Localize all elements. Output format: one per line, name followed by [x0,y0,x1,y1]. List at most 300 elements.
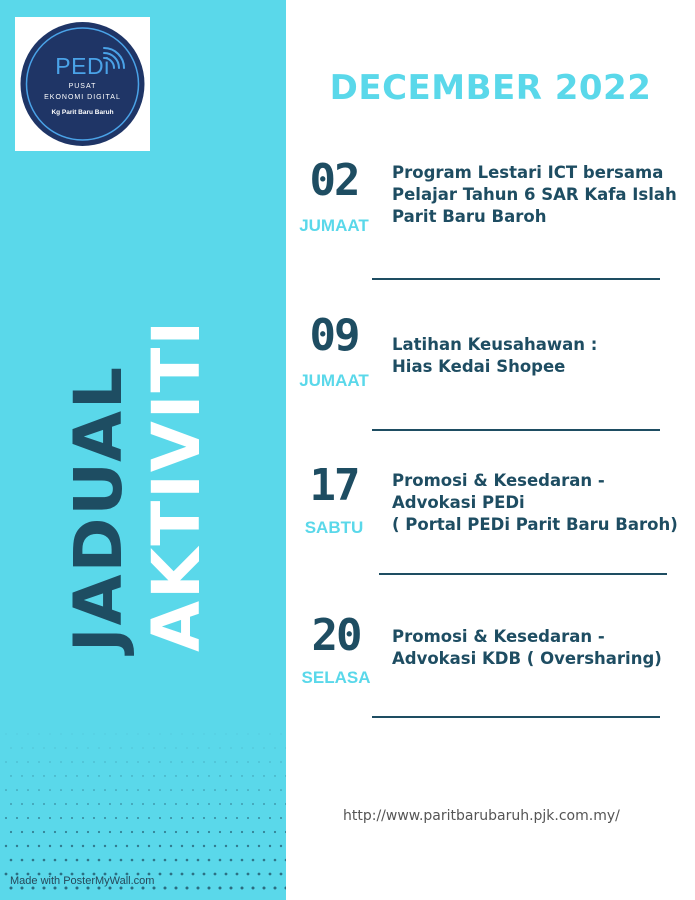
pattern-dot [49,761,50,762]
pattern-dot [77,748,78,749]
pattern-dot [264,748,265,749]
pattern-dot [71,845,73,847]
pattern-dot [10,831,12,833]
pattern-dot [197,803,199,805]
pattern-dot [247,817,249,819]
pattern-dot [98,775,99,776]
pattern-dot [186,803,188,805]
pattern-dot [285,803,286,805]
pattern-dot [164,831,166,833]
pattern-dot [115,817,117,819]
pattern-dot [225,789,227,791]
pattern-dot [65,803,67,805]
pattern-dot [208,775,209,776]
watermark: Made with PosterMyWall.com [10,875,155,887]
pattern-dot [21,859,24,862]
pattern-dot [132,748,133,749]
pattern-dot [142,831,144,833]
pattern-dot [131,803,133,805]
pattern-dot [197,887,200,890]
pattern-dot [242,748,243,749]
logo-line-3: Kg Parit Baru Baruh [51,109,114,116]
pattern-dot [137,761,138,762]
pattern-dot [208,859,211,862]
pattern-dot [120,831,122,833]
pattern-dot [192,845,194,847]
pattern-dot [121,748,122,749]
pattern-dot [269,761,270,762]
pattern-dot [219,803,221,805]
pattern-dot [109,803,111,805]
pattern-dot [175,775,176,776]
vertical-title-aktiviti: AKTIVITI [138,318,215,652]
pattern-dot [98,831,100,833]
pattern-dot [197,775,198,776]
pattern-dot [61,734,62,735]
pattern-dot [126,845,128,847]
pattern-dot [27,761,28,762]
pattern-dot [281,734,282,735]
pattern-dot [175,859,178,862]
pattern-dot [214,789,216,791]
pattern-dot [5,845,7,847]
event-description: Program Lestari ICT bersama Pelajar Tahun 6 SAR Kafa Islah Parit Baru Baroh [392,163,677,226]
pattern-dot [54,775,55,776]
pattern-dot [143,748,144,749]
pattern-dot [214,873,217,876]
logo-line-2: EKONOMI DIGITAL [44,94,121,101]
pattern-dot [230,831,232,833]
pattern-dot [99,748,100,749]
pattern-dot [153,803,155,805]
pattern-dot [28,734,29,735]
pattern-dot [230,803,232,805]
pattern-dot [259,734,260,735]
event-description: Latihan Keusahawan : Hias Kedai Shopee [392,335,598,376]
pattern-dot [142,859,145,862]
pattern-dot [21,803,23,805]
pattern-dot [60,789,62,791]
pattern-dot [16,761,17,762]
pattern-dot [285,831,286,833]
pattern-dot [109,831,111,833]
pattern-dot [127,734,128,735]
pattern-dot [76,803,78,805]
pattern-dot [32,831,34,833]
pattern-dot [137,817,139,819]
logo-wordmark: PEDi [55,53,110,79]
pattern-dot [236,789,238,791]
pattern-dot [6,734,7,735]
pattern-dot [38,789,40,791]
pattern-dot [275,748,276,749]
pattern-dot [66,748,67,749]
pattern-dot [241,859,244,862]
pattern-dot [186,831,188,833]
pattern-dot [219,887,222,890]
pattern-dot [209,748,210,749]
pattern-dot [208,831,210,833]
pattern-dot [93,817,95,819]
pattern-dot [21,831,23,833]
pattern-dot [137,789,139,791]
pattern-dot [241,887,244,890]
pattern-dot [65,859,68,862]
pattern-dot [285,775,286,776]
pattern-dot [258,761,259,762]
pattern-dot [153,859,156,862]
pattern-dot [115,845,117,847]
pattern-dot [120,803,122,805]
pattern-dot [5,789,7,791]
pattern-dot [248,734,249,735]
pattern-dot [148,789,150,791]
pattern-dot [10,803,12,805]
pattern-dot [197,859,200,862]
pattern-dot [98,803,100,805]
pattern-dot [16,789,18,791]
pattern-dot [241,803,243,805]
pattern-dot [82,789,84,791]
pattern-dot [230,775,231,776]
pattern-dot [176,748,177,749]
pattern-dot [182,734,183,735]
pattern-dot [126,789,128,791]
pattern-dot [126,817,128,819]
pattern-dot [93,845,95,847]
pattern-dot [142,803,144,805]
pattern-dot [104,817,106,819]
pattern-dot [22,748,23,749]
pattern-dot [192,873,195,876]
pattern-dot [5,873,8,876]
pattern-dot [252,803,254,805]
pattern-dot [153,775,154,776]
pattern-dot [252,775,253,776]
pattern-dot [98,859,101,862]
pattern-dot [252,887,255,890]
pattern-dot [71,817,73,819]
pattern-dot [115,761,116,762]
pattern-dot [87,859,90,862]
pattern-dot [87,803,89,805]
pattern-dot [21,775,22,776]
pattern-dot [270,734,271,735]
pattern-dot [60,817,62,819]
pattern-dot [104,789,106,791]
pattern-dot [280,817,282,819]
pattern-dot [33,748,34,749]
pattern-dot [187,748,188,749]
pattern-dot [253,748,254,749]
pattern-dot [76,775,77,776]
pattern-dot [193,734,194,735]
pattern-dot [60,761,61,762]
pattern-dot [49,845,51,847]
pattern-dot [138,734,139,735]
pattern-dot [171,734,172,735]
pattern-dot [170,789,172,791]
event-divider [379,573,667,575]
pattern-dot [43,859,46,862]
pattern-dot [263,775,264,776]
pattern-dot [181,789,183,791]
pattern-dot [17,734,18,735]
pattern-dot [170,845,172,847]
pattern-dot [164,859,167,862]
pedi-logo [15,17,150,151]
pattern-dot [269,845,271,847]
pattern-dot [87,775,88,776]
pattern-dot [39,734,40,735]
pattern-dot [258,789,260,791]
pattern-dot [87,831,89,833]
pattern-dot [263,831,265,833]
pattern-dot [170,873,173,876]
pattern-dot [203,817,205,819]
pattern-dot [50,734,51,735]
pattern-dot [203,873,206,876]
pattern-dot [269,873,272,876]
pattern-dot [175,831,177,833]
event-day: 02 [309,155,359,206]
event-day: 17 [309,460,359,511]
pattern-dot [82,817,84,819]
pattern-dot [148,817,150,819]
pattern-dot [247,789,249,791]
pattern-dot [269,817,271,819]
pattern-dot [55,748,56,749]
pattern-dot [110,748,111,749]
logo-line-1: PUSAT [68,83,97,90]
pattern-dot [269,789,271,791]
pattern-dot [208,887,211,890]
pattern-dot [215,734,216,735]
pattern-dot [220,748,221,749]
pattern-dot [148,761,149,762]
pattern-dot [165,748,166,749]
pattern-dot [27,817,29,819]
pattern-dot [236,761,237,762]
pattern-dot [16,817,18,819]
pattern-dot [204,734,205,735]
pattern-dot [203,789,205,791]
pattern-dot [181,845,183,847]
pattern-dot [203,761,204,762]
pattern-dot [93,789,95,791]
pattern-dot [186,859,189,862]
pattern-dot [71,761,72,762]
pattern-dot [71,789,73,791]
event-divider [372,278,660,280]
pattern-dot [258,873,261,876]
pattern-dot [226,734,227,735]
pattern-dot [120,775,121,776]
pattern-dot [159,789,161,791]
pattern-dot [120,859,123,862]
pattern-dot [49,789,51,791]
pattern-dot [131,775,132,776]
pattern-dot [38,817,40,819]
pattern-dot [43,803,45,805]
pattern-dot [170,761,171,762]
pattern-dot [109,775,110,776]
pattern-dot [32,803,34,805]
pattern-dot [225,761,226,762]
pattern-dot [54,831,56,833]
event-divider [372,716,660,718]
pattern-dot [208,803,210,805]
pattern-dot [5,761,6,762]
event-weekday: JUMAAT [299,216,369,235]
pattern-dot [164,887,167,890]
event-day: 20 [311,610,361,661]
pattern-dot [274,803,276,805]
pattern-dot [274,887,277,890]
event-divider [372,429,660,431]
pattern-dot [153,831,155,833]
pattern-dot [181,817,183,819]
pattern-dot [236,873,239,876]
pattern-dot [131,831,133,833]
pattern-dot [225,873,228,876]
pattern-dot [137,845,139,847]
pattern-dot [219,775,220,776]
pattern-dot [263,887,266,890]
pattern-dot [115,789,117,791]
pattern-dot [142,775,143,776]
pattern-dot [159,817,161,819]
pattern-dot [280,873,283,876]
pattern-dot [192,761,193,762]
pattern-dot [93,761,94,762]
pattern-dot [116,734,117,735]
pattern-dot [181,873,184,876]
pattern-dot [159,873,162,876]
pattern-dot [131,859,134,862]
event-weekday: SABTU [304,518,364,537]
pattern-dot [258,845,260,847]
pattern-dot [175,803,177,805]
event-description: Promosi & Kesedaran - Advokasi KDB ( Oversharing) [392,627,662,668]
pattern-dot [49,817,51,819]
pattern-dot [263,803,265,805]
pattern-dot [38,761,39,762]
pattern-dot [186,887,189,890]
pattern-dot [186,775,187,776]
pattern-dot [274,831,276,833]
pattern-dot [164,775,165,776]
pattern-dot [280,845,282,847]
pattern-dot [280,761,281,762]
pattern-dot [104,845,106,847]
pattern-dot [72,734,73,735]
vertical-title-jadual: JADUAL [60,364,137,652]
pattern-dot [164,803,166,805]
pattern-dot [263,859,266,862]
pattern-dot [192,789,194,791]
pattern-dot [241,775,242,776]
pattern-dot [54,803,56,805]
pattern-dot [236,845,238,847]
event-weekday: JUMAAT [299,371,369,390]
pattern-dot [231,748,232,749]
pattern-dot [82,845,84,847]
pattern-dot [32,775,33,776]
pattern-dot [230,859,233,862]
month-title: DECEMBER 2022 [329,68,652,108]
pattern-dot [94,734,95,735]
pattern-dot [274,775,275,776]
pattern-dot [10,775,11,776]
pattern-dot [203,845,205,847]
pattern-dot [27,845,29,847]
website-url[interactable]: http://www.paritbarubaruh.pjk.com.my/ [343,808,620,824]
pattern-dot [230,887,233,890]
pattern-dot [38,845,40,847]
pattern-dot [252,859,255,862]
pattern-dot [5,817,7,819]
pattern-dot [109,859,112,862]
pattern-dot [225,845,227,847]
pattern-dot [159,845,161,847]
pattern-dot [54,859,57,862]
pattern-dot [236,817,238,819]
pattern-dot [197,831,199,833]
pattern-dot [219,831,221,833]
pattern-dot [43,775,44,776]
pattern-dot [11,748,12,749]
pattern-dot [148,845,150,847]
pattern-dot [159,761,160,762]
left-panel [0,0,286,900]
pattern-dot [198,748,199,749]
pattern-dot [241,831,243,833]
pattern-dot [181,761,182,762]
pattern-dot [65,775,66,776]
pattern-dot [237,734,238,735]
pattern-dot [247,845,249,847]
pattern-dot [16,845,18,847]
pattern-dot [65,831,67,833]
event-weekday: SELASA [301,668,371,687]
event-description: Promosi & Kesedaran - Advokasi PEDi ( Portal PEDi Parit Baru Baroh) [392,471,678,534]
pattern-dot [27,789,29,791]
pattern-dot [214,845,216,847]
pattern-dot [219,859,222,862]
pattern-dot [274,859,277,862]
pattern-dot [160,734,161,735]
pattern-dot [60,845,62,847]
pattern-dot [126,761,127,762]
pattern-dot [170,817,172,819]
pattern-dot [154,748,155,749]
pattern-dot [286,748,287,749]
pattern-dot [214,817,216,819]
pattern-dot [149,734,150,735]
pattern-dot [214,761,215,762]
pattern-dot [258,817,260,819]
pattern-dot [247,873,250,876]
event-day: 09 [309,310,359,361]
pattern-dot [285,887,287,890]
pattern-dot [280,789,282,791]
pattern-dot [82,761,83,762]
pattern-dot [10,859,13,862]
pattern-dot [76,831,78,833]
pattern-dot [83,734,84,735]
pattern-dot [175,887,178,890]
